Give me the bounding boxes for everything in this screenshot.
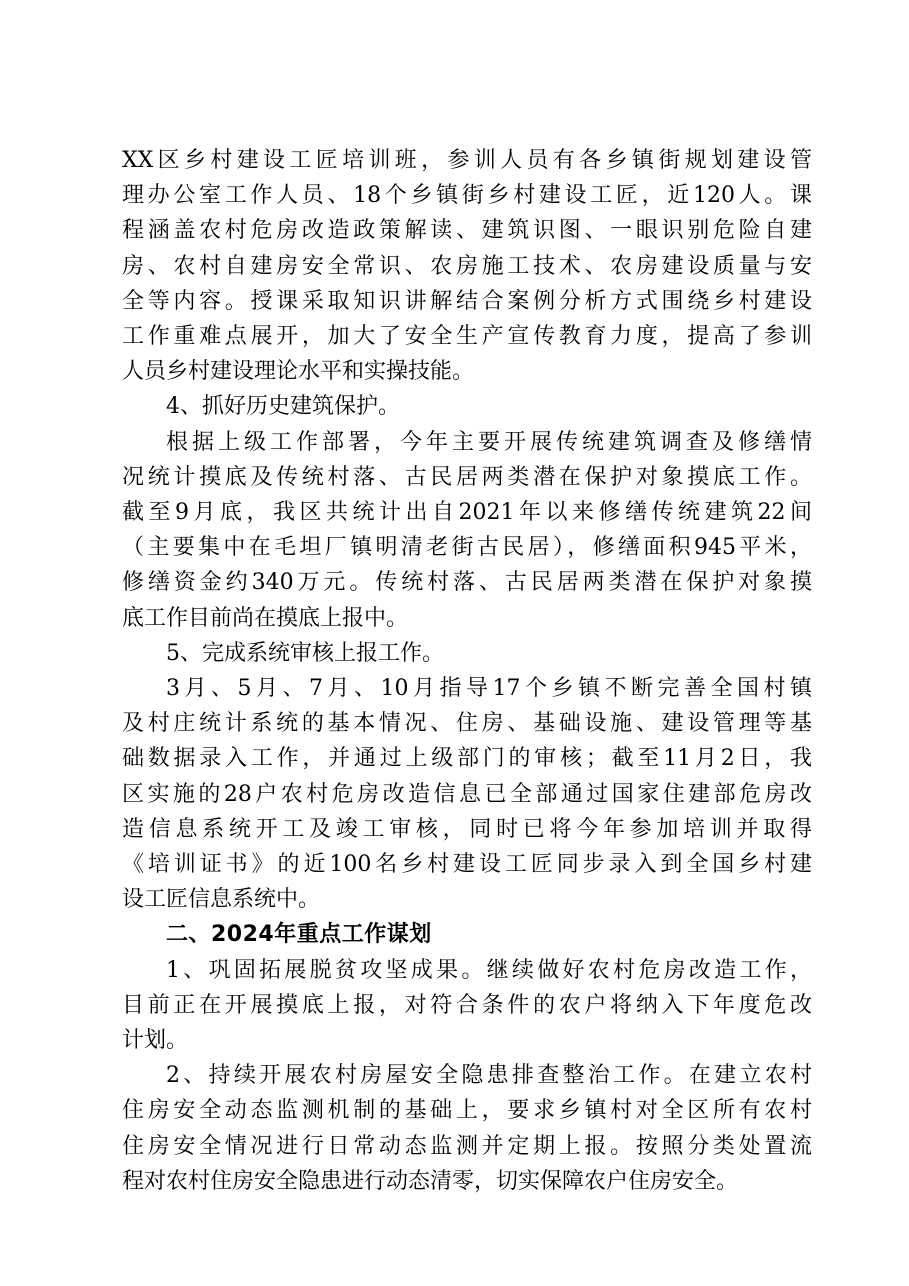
document-body (122, 143, 812, 1199)
text-line: （主要集中在毛坦厂镇明清老街古民居），修缮面积945平米， (122, 535, 812, 561)
text-line: 工作重难点展开，加大了安全生产宣传教育力度，提高了参训 (122, 324, 812, 350)
text-line: 4、抓好历史建筑保护。 (166, 394, 400, 420)
text-line: 及村庄统计系统的基本情况、住房、基础设施、建设管理等基 (122, 711, 812, 737)
text-line: 程涵盖农村危房改造政策解读、建筑识图、一眼识别危险自建 (122, 218, 812, 244)
text-line: 3月、5月、7月、10月指导17个乡镇不断完善全国村镇 (166, 676, 812, 702)
text-line: 修缮资金约340万元。传统村落、古民居两类潜在保护对象摸 (122, 570, 812, 596)
text-line: 人员乡村建设理论水平和实操技能。 (122, 359, 475, 385)
section-2-heading (122, 917, 812, 952)
text-line: 底工作目前尚在摸底上报中。 (122, 605, 409, 631)
text-line: 2、持续开展农村房屋安全隐患排查整治工作。在建立农村 (166, 1063, 812, 1089)
paragraph-training-class (122, 143, 812, 389)
text-line: 设工匠信息系统中。 (122, 887, 321, 913)
text-line: 况统计摸底及传统村落、古民居两类潜在保护对象摸底工作。 (122, 464, 812, 490)
text-line: 截至9月底，我区共统计出自2021年以来修缮传统建筑22间 (122, 500, 812, 526)
text-line: 《培训证书》的近100名乡村建设工匠同步录入到全国乡村建 (122, 852, 812, 878)
text-line: 目前正在开展摸底上报，对符合条件的农户将纳入下年度危改 (122, 992, 812, 1018)
item-5-title (122, 636, 812, 671)
text-line: 住房安全动态监测机制的基础上，要求乡镇村对全区所有农村 (122, 1098, 812, 1124)
text-line: 理办公室工作人员、18个乡镇街乡村建设工匠，近120人。课 (122, 183, 812, 209)
text-line: 住房安全情况进行日常动态监测并定期上报。按照分类处置流 (122, 1133, 812, 1159)
text-line: 5、完成系统审核上报工作。 (166, 640, 444, 666)
text-line: XX区乡村建设工匠培训班，参训人员有各乡镇街规划建设管 (122, 148, 812, 173)
heading-text: 二、2024年重点工作谋划 (166, 922, 432, 948)
paragraph-historic-buildings (122, 425, 812, 636)
text-line: 计划。 (122, 1028, 189, 1054)
text-line: 础数据录入工作，并通过上级部门的审核；截至11月2日，我 (122, 746, 812, 772)
text-line: 房、农村自建房安全常识、农房施工技术、农房建设质量与安 (122, 253, 812, 279)
text-line: 全等内容。授课采取知识讲解结合案例分析方式围绕乡村建设 (122, 288, 812, 314)
text-line: 程对农村住房安全隐患进行动态清零，切实保障农户住房安全。 (122, 1168, 739, 1194)
paragraph-housing-safety (122, 1058, 812, 1199)
text-line: 根据上级工作部署，今年主要开展传统建筑调查及修缮情 (166, 429, 812, 455)
paragraph-poverty-results (122, 953, 812, 1059)
text-line: 造信息系统开工及竣工审核，同时已将今年参加培训并取得 (122, 816, 812, 842)
item-4-title (122, 389, 812, 424)
paragraph-system-review (122, 671, 812, 917)
text-line: 1、巩固拓展脱贫攻坚成果。继续做好农村危房改造工作， (166, 957, 812, 983)
text-line: 区实施的28户农村危房改造信息已全部通过国家住建部危房改 (122, 781, 812, 807)
